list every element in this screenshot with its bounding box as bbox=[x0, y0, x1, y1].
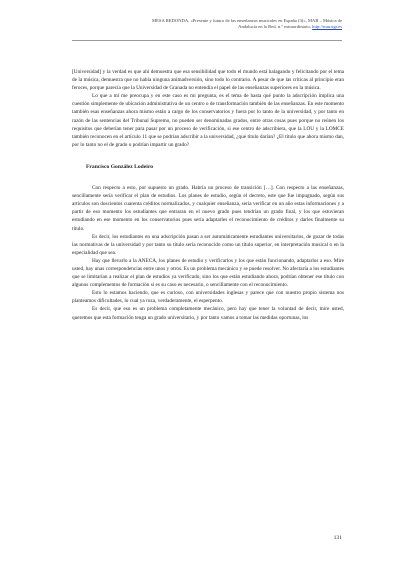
paragraph: Es decir, los estudiantes en una adscripción pasan a ser automáticamente estudiantes universitarios, de gozar de todas las normativas de la universidad y por tanto su título sería reconocido como un título superior, en interpretación musical o en la especialidad que sea. bbox=[72, 233, 344, 256]
body-text bbox=[72, 68, 344, 322]
paragraph: Esto lo estamos haciendo, que es curioso, con universidades inglesas y parece que con nuestro propio sistema nos planteamos dificultades, lo cual ya roza, verdaderamente, el esperpento. bbox=[72, 290, 344, 305]
running-header bbox=[64, 18, 342, 30]
paragraph: Es decir, que eso es un problema completamente mecánico, pero hay que tener la voluntad de decir, mire usted, queremos que esta formación tenga un grado universitario, y por tanto vamos a tomar las medidas oportunas, los bbox=[72, 306, 344, 321]
header-link[interactable]: http://mar.ugr.es bbox=[312, 24, 342, 30]
paragraph: [Universidad] y la verdad es que ahí demuestra que esa sensibilidad que todo el mundo está halagando y felicitando por el tema de la música, demuestra que no había ninguna animadversión, sino todo lo contrario. A pesar de que las críticas al principio eran feroces, porque parecía que la Universidad de Granada no entendía el papel de las enseñanzas superiores en la música. bbox=[72, 69, 344, 92]
page-number: 131 bbox=[333, 535, 342, 541]
paragraph: Hay que llevarlo a la ANECA, los planes de estudio y verificarlos y los que están funcionando, adaptarlos a eso. Mire usted, hay unas correspondencias entre unos y otros. Es un problema mecánico y se puede resolver. No afectaría a los estudiantes que se limitarían a realizar el plan de estudios ya verificado, sino los que están estudiando ahora, podrían obtener ese título con algunos complementos de formación si es su caso es necesario, o sencillamente con el reconocimiento. bbox=[72, 257, 344, 289]
paragraph: Lo que a mí me preocupa y en este caso es mi pregunta, es el tema de hasta qué punto la adscripción implica una cuestión simplemente de ubicación administrativa de un centro o de transformación también de las enseñanzas. En este momento también esas enseñanzas ahora mismo están a cargo de los conservatorios y fuera por lo tanto de la universidad, y por tanto en razón de las sentencias del Tribunal Supremo, no pueden ser denominadas grados, entre otras cosas pues porque no reúnen los requisitos que deberían tener para pasar por un proceso de verificación, si ese centro de adscribiera, que la LOU y la LOMCE también reconocen en el artículo 11 que se podrían adscribir a la universidad, ¿qué título darían? ¿El título que ahora mismo dan, por lo tanto no el de grado o podrían impartir un grado? bbox=[72, 93, 344, 148]
header-citation-prefix: Andalucía en la Red, n.º extraordinario, bbox=[238, 24, 313, 30]
header-citation-line-2 bbox=[64, 24, 342, 30]
paragraph: Con respecto a esto, por supuesto un grado. Habría un proceso de transición […]. Con respecto a las enseñanzas, sencillamente sería verificar el plan de estudios. Los planes de estudio, según el decreto, este que fue impugnado, según sus artículos son doscientos cuarenta créditos normalizados, y cualquier enseñanza, sería verificar en un año estas informaciones y a partir de eso momento los estudiantes que entraran en el nuevo grado pues tendrían un grado final, y los que estuvieran estudiando en ese momento en los conservatorios pues sería adaptarles el reconocimiento de créditos y darles finalmente su título. bbox=[72, 185, 344, 232]
header-citation-line: MESA REDONDA, «Presente y futuro de las enseñanzas musicales en España (3)», MAR – Música de bbox=[152, 18, 342, 23]
speaker-name: Francisco González Lodeiro bbox=[86, 163, 154, 170]
header-rule bbox=[72, 40, 342, 41]
